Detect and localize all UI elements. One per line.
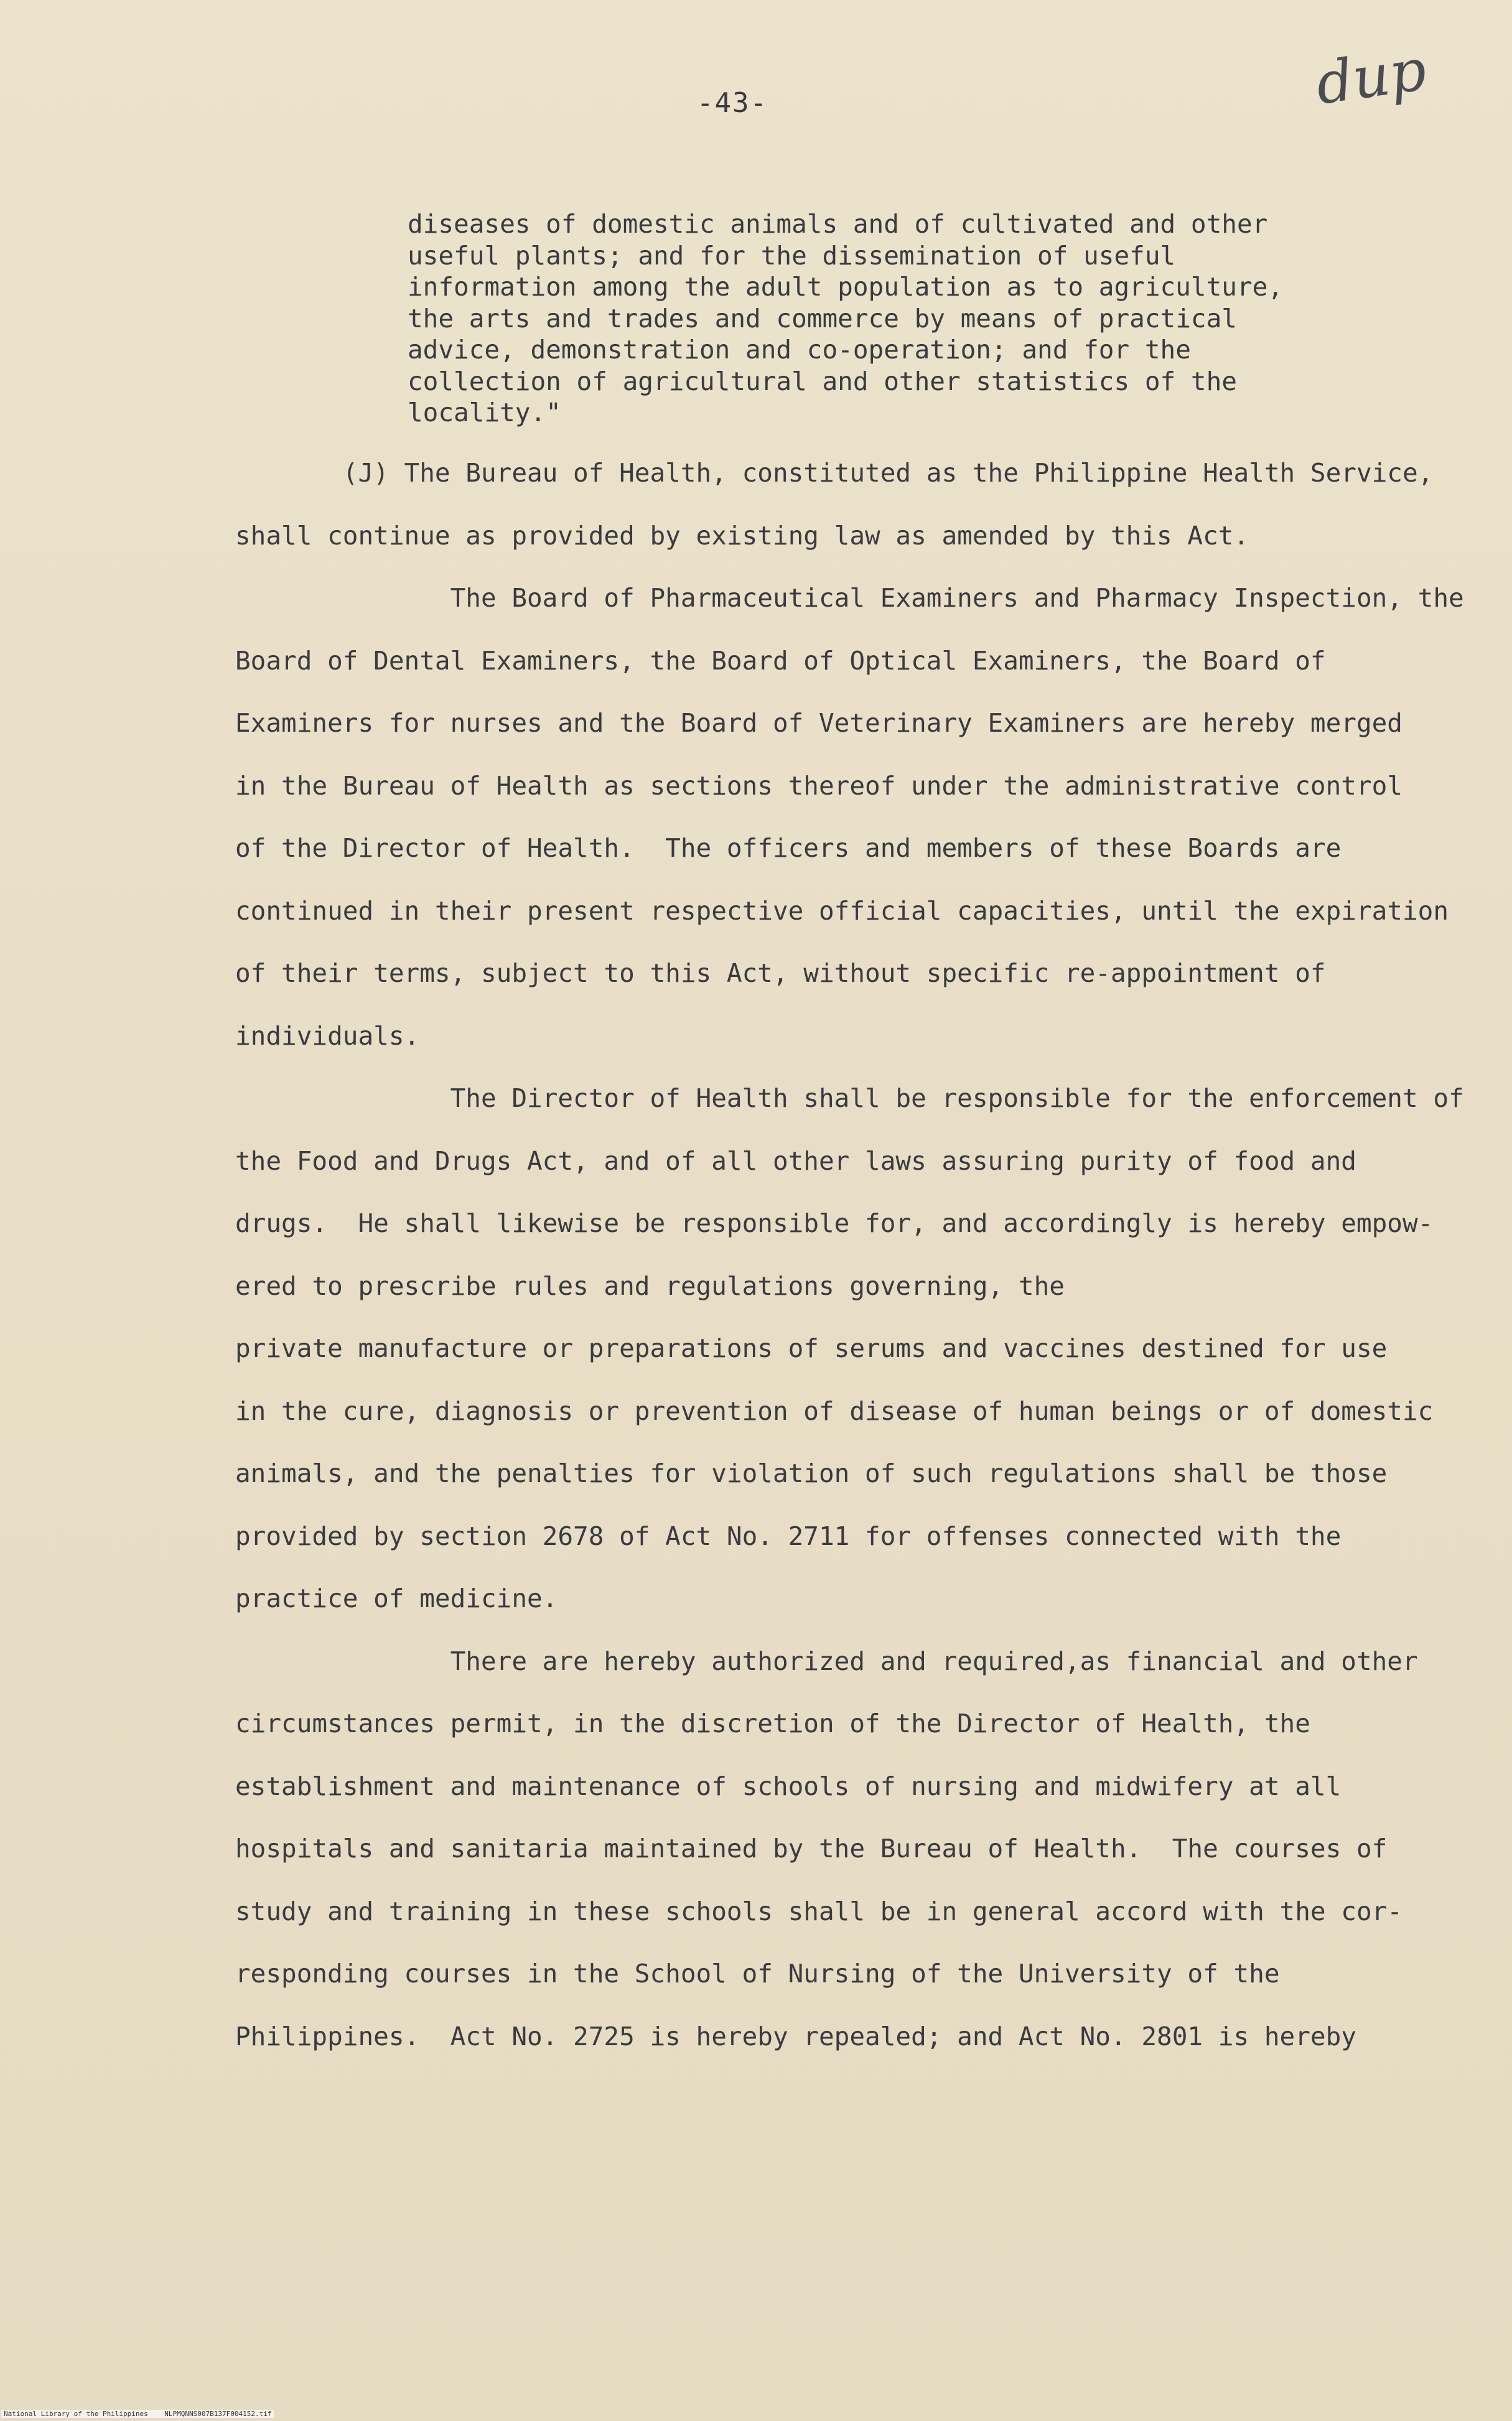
body-text bbox=[235, 454, 1511, 2080]
scan-footer: National Library of the Philippines NLPMQNNS007B137F004152.tif bbox=[1, 2410, 274, 2418]
body-line: individuals. bbox=[235, 1020, 420, 1051]
body-line: Board of Dental Examiners, the Board of Optical Examiners, the Board of bbox=[235, 645, 1326, 676]
body-line: animals, and the penalties for violation of such regulations shall be those bbox=[235, 1458, 1388, 1488]
body-line: circumstances permit, in the discretion of the Director of Health, the bbox=[235, 1709, 1310, 1738]
quote-line: diseases of domestic animals and of cultivated and other bbox=[408, 209, 1268, 239]
body-line: provided by section 2678 of Act No. 2711 for offenses connected with the bbox=[235, 1521, 1342, 1551]
body-line: The Board of Pharmaceutical Examiners and Pharmacy Inspection, the bbox=[235, 583, 1464, 613]
body-line: (J) The Bureau of Health, constituted as the Philippine Health Service, bbox=[235, 458, 1434, 488]
body-line: drugs. He shall likewise be responsible for, and accordingly is hereby empow- bbox=[235, 1208, 1434, 1238]
body-line: The Director of Health shall be responsible for the enforcement of bbox=[235, 1083, 1464, 1113]
body-line: in the cure, diagnosis or prevention of disease of human beings or of domestic bbox=[235, 1396, 1434, 1426]
quote-line: useful plants; and for the dissemination of useful bbox=[408, 240, 1176, 271]
page-number: -43- bbox=[697, 87, 768, 119]
body-line: Examiners for nurses and the Board of Veterinary Examiners are hereby merged bbox=[235, 708, 1402, 738]
body-line: ered to prescribe rules and regulations governing, the bbox=[235, 1271, 1065, 1301]
body-line: establishment and maintenance of schools of nursing and midwifery at all bbox=[235, 1771, 1342, 1801]
quote-line: advice, demonstration and co-operation; and for the bbox=[408, 335, 1191, 365]
body-line: study and training in these schools shall be in general accord with the cor- bbox=[235, 1896, 1402, 1926]
quote-line: collection of agricultural and other statistics of the bbox=[408, 366, 1237, 396]
body-line: private manufacture or preparations of serums and vaccines destined for use bbox=[235, 1333, 1388, 1363]
body-line: continued in their present respective official capacities, until the expiration bbox=[235, 895, 1449, 926]
body-line: hospitals and sanitaria maintained by the Bureau of Health. The courses of bbox=[235, 1834, 1388, 1864]
quoted-paragraph bbox=[408, 208, 1341, 429]
quote-line: the arts and trades and commerce by means of practical bbox=[408, 303, 1237, 334]
quote-line: locality." bbox=[408, 398, 561, 427]
body-line: practice of medicine. bbox=[235, 1584, 558, 1613]
body-line: Philippines. Act No. 2725 is hereby repealed; and Act No. 2801 is hereby bbox=[235, 2021, 1356, 2051]
quote-line: information among the adult population as to agriculture, bbox=[408, 272, 1283, 302]
handwritten-annotation: dup bbox=[1312, 36, 1430, 118]
body-line: shall continue as provided by existing law as amended by this Act. bbox=[235, 520, 1249, 551]
body-line: of their terms, subject to this Act, without specific re-appointment of bbox=[235, 958, 1326, 988]
body-line: in the Bureau of Health as sections thereof under the administrative control bbox=[235, 770, 1402, 801]
body-line: There are hereby authorized and required,as financial and other bbox=[235, 1646, 1418, 1676]
body-line: the Food and Drugs Act, and of all other laws assuring purity of food and bbox=[235, 1145, 1356, 1176]
body-line: of the Director of Health. The officers and members of these Boards are bbox=[235, 833, 1342, 863]
body-line: responding courses in the School of Nursing of the University of the bbox=[235, 1959, 1280, 1989]
